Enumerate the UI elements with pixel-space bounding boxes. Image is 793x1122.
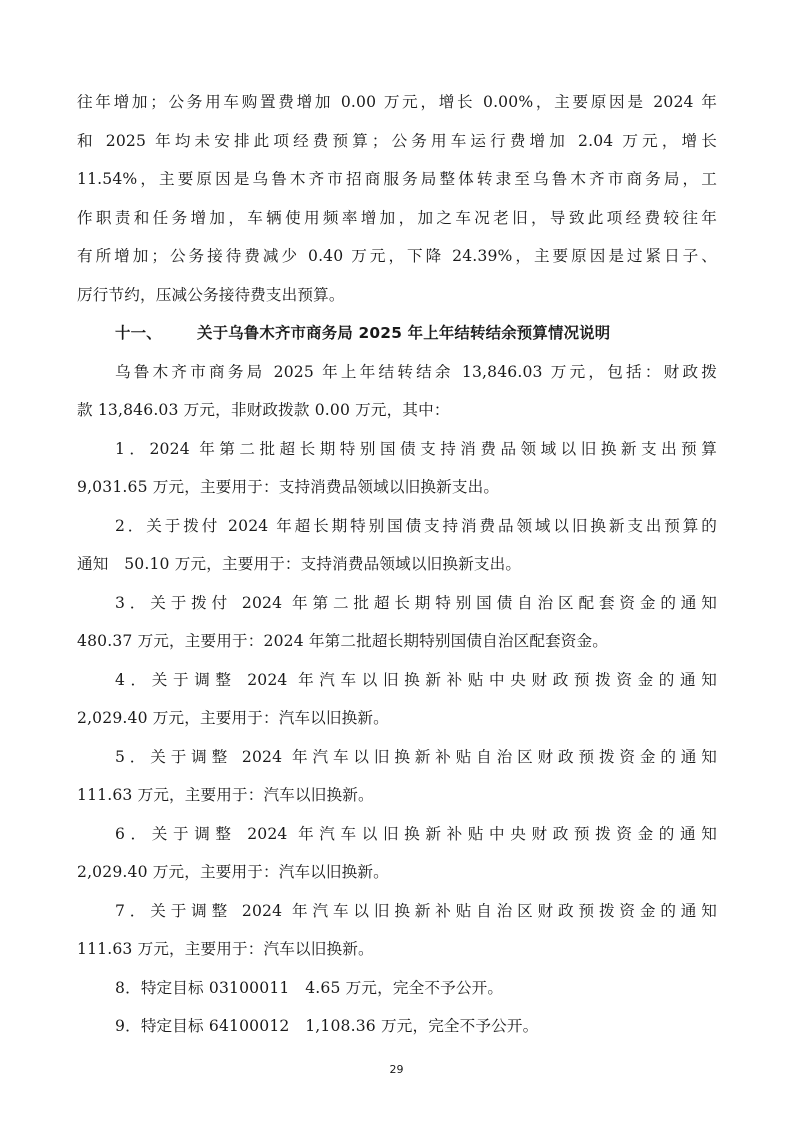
list-item-second-line: 9,031.65 万元，主要用于：支持消费品领域以旧换新支出。 — [77, 478, 500, 496]
section-number: 十一、 — [115, 324, 162, 342]
paragraph-line: 有所增加；公务接待费减少 0.40 万元，下降 24.39%，主要原因是过紧日子、 — [77, 247, 717, 265]
list-item-second-line: 2,029.40 万元，主要用于：汽车以旧换新。 — [77, 709, 389, 727]
page-number: 29 — [389, 1063, 404, 1076]
paragraph-line: 作职责和任务增加，车辆使用频率增加，加之车况老旧，导致此项经费较往年 — [77, 209, 717, 227]
paragraph-line: 和 2025 年均未安排此项经费预算；公务用车运行费增加 2.04 万元，增长 — [77, 132, 717, 150]
list-item: 9．特定目标 64100012 1,108.36 万元，完全不予公开。 — [115, 1017, 539, 1035]
list-item-second-line: 2,029.40 万元，主要用于：汽车以旧换新。 — [77, 863, 389, 881]
paragraph-line: 往年增加；公务用车购置费增加 0.00 万元，增长 0.00%，主要原因是 2024 年 — [77, 93, 717, 111]
list-item-second-line: 111.63 万元，主要用于：汽车以旧换新。 — [77, 786, 374, 804]
section-heading — [115, 323, 717, 343]
intro-line: 款 13,846.03 万元，非财政拨款 0.00 万元，其中： — [77, 401, 450, 419]
list-item-first-line: 1．2024 年第二批超长期特别国债支持消费品领域以旧换新支出预算 — [115, 440, 717, 458]
section-title: 关于乌鲁木齐市商务局 2025 年上年结转结余预算情况说明 — [197, 324, 611, 342]
intro-line: 乌鲁木齐市商务局 2025 年上年结转结余 13,846.03 万元，包括：财政拨 — [115, 363, 717, 381]
paragraph-line: 11.54%，主要原因是乌鲁木齐市招商服务局整体转隶至乌鲁木齐市商务局，工 — [77, 170, 717, 188]
list-item-second-line: 通知 50.10 万元，主要用于：支持消费品领域以旧换新支出。 — [77, 555, 522, 573]
list-item-first-line: 2．关于拨付 2024 年超长期特别国债支持消费品领域以旧换新支出预算的 — [115, 517, 717, 535]
list-item-first-line: 6．关于调整 2024 年汽车以旧换新补贴中央财政预拨资金的通知 — [115, 825, 717, 843]
list-item: 8．特定目标 03100011 4.65 万元，完全不予公开。 — [115, 979, 504, 997]
paragraph-line: 厉行节约，压减公务接待费支出预算。 — [77, 286, 345, 304]
list-item-second-line: 111.63 万元，主要用于：汽车以旧换新。 — [77, 940, 374, 958]
list-item-first-line: 3．关于拨付 2024 年第二批超长期特别国债自治区配套资金的通知 — [115, 594, 717, 612]
list-item-second-line: 480.37 万元，主要用于：2024 年第二批超长期特别国债自治区配套资金。 — [77, 632, 609, 650]
list-item-first-line: 4．关于调整 2024 年汽车以旧换新补贴中央财政预拨资金的通知 — [115, 671, 717, 689]
list-item-first-line: 5．关于调整 2024 年汽车以旧换新补贴自治区财政预拨资金的通知 — [115, 748, 717, 766]
list-item-first-line: 7．关于调整 2024 年汽车以旧换新补贴自治区财政预拨资金的通知 — [115, 902, 717, 920]
